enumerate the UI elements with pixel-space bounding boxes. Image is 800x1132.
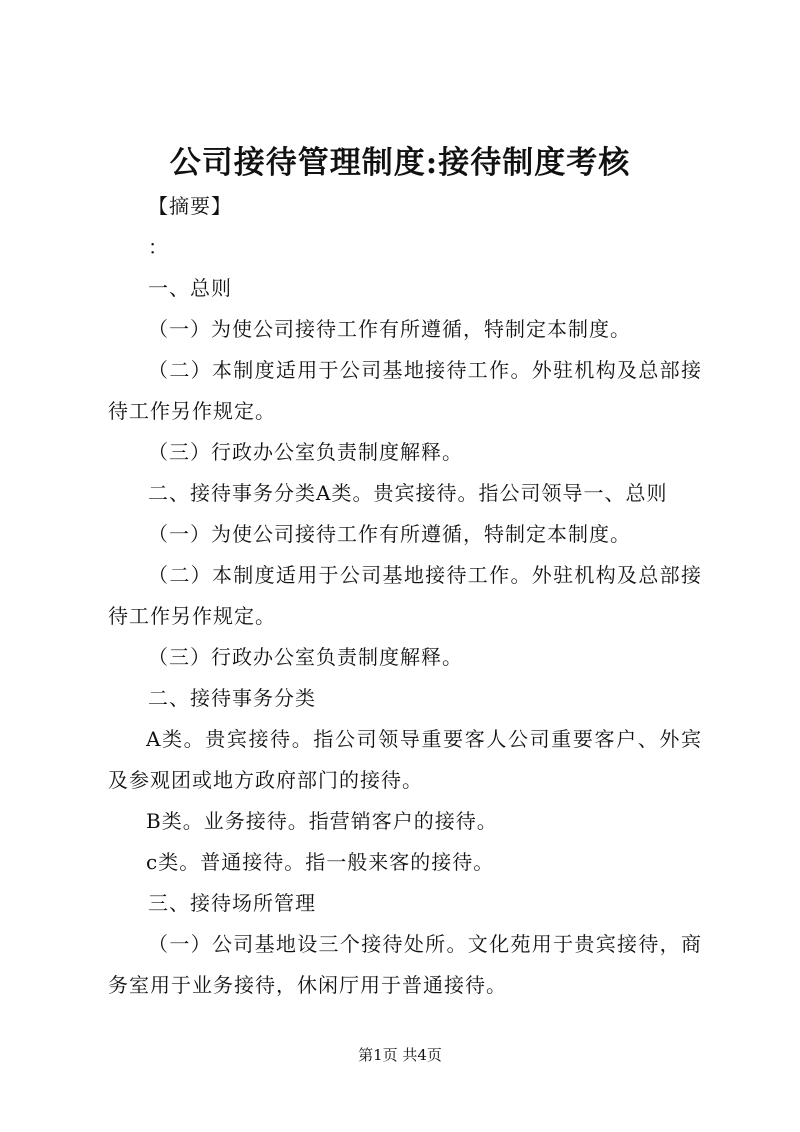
paragraph-repeat-1-2: （二）本制度适用于公司基地接待工作。外驻机构及总部接待工作另作规定。	[108, 563, 702, 628]
document-body	[108, 186, 702, 1006]
paragraph-colon: ：	[148, 235, 169, 259]
paragraph-abstract-label: 【摘要】	[148, 194, 232, 218]
document-title: 公司接待管理制度:接待制度考核	[169, 145, 631, 181]
paragraph-type-b: B类。业务接待。指营销客户的接待。	[146, 809, 498, 833]
page-number-footer: 第1页 共4页	[358, 1046, 442, 1064]
paragraph-section-2: 二、接待事务分类	[148, 686, 316, 710]
paragraph-1-3: （三）行政办公室负责制度解释。	[148, 440, 463, 464]
paragraph-type-c: c类。普通接待。指一般来客的接待。	[146, 850, 495, 874]
paragraph-repeat-1-1: （一）为使公司接待工作有所遵循，特制定本制度。	[148, 522, 631, 546]
paragraph-section-1: 一、总则	[148, 276, 232, 300]
paragraph-section-2-merged: 二、接待事务分类A类。贵宾接待。指公司领导一、总则	[148, 481, 668, 505]
paragraph-type-a: A类。贵宾接待。指公司领导重要客人公司重要客户、外宾及参观团或地方政府部门的接待。	[108, 727, 702, 792]
paragraph-repeat-1-3: （三）行政办公室负责制度解释。	[148, 645, 463, 669]
paragraph-3-1: （一）公司基地设三个接待处所。文化苑用于贵宾接待，商务室用于业务接待，休闲厅用于普通接待。	[108, 932, 702, 997]
paragraph-1-2: （二）本制度适用于公司基地接待工作。外驻机构及总部接待工作另作规定。	[108, 358, 702, 423]
paragraph-1-1: （一）为使公司接待工作有所遵循，特制定本制度。	[148, 317, 631, 341]
paragraph-section-3: 三、接待场所管理	[148, 891, 316, 915]
